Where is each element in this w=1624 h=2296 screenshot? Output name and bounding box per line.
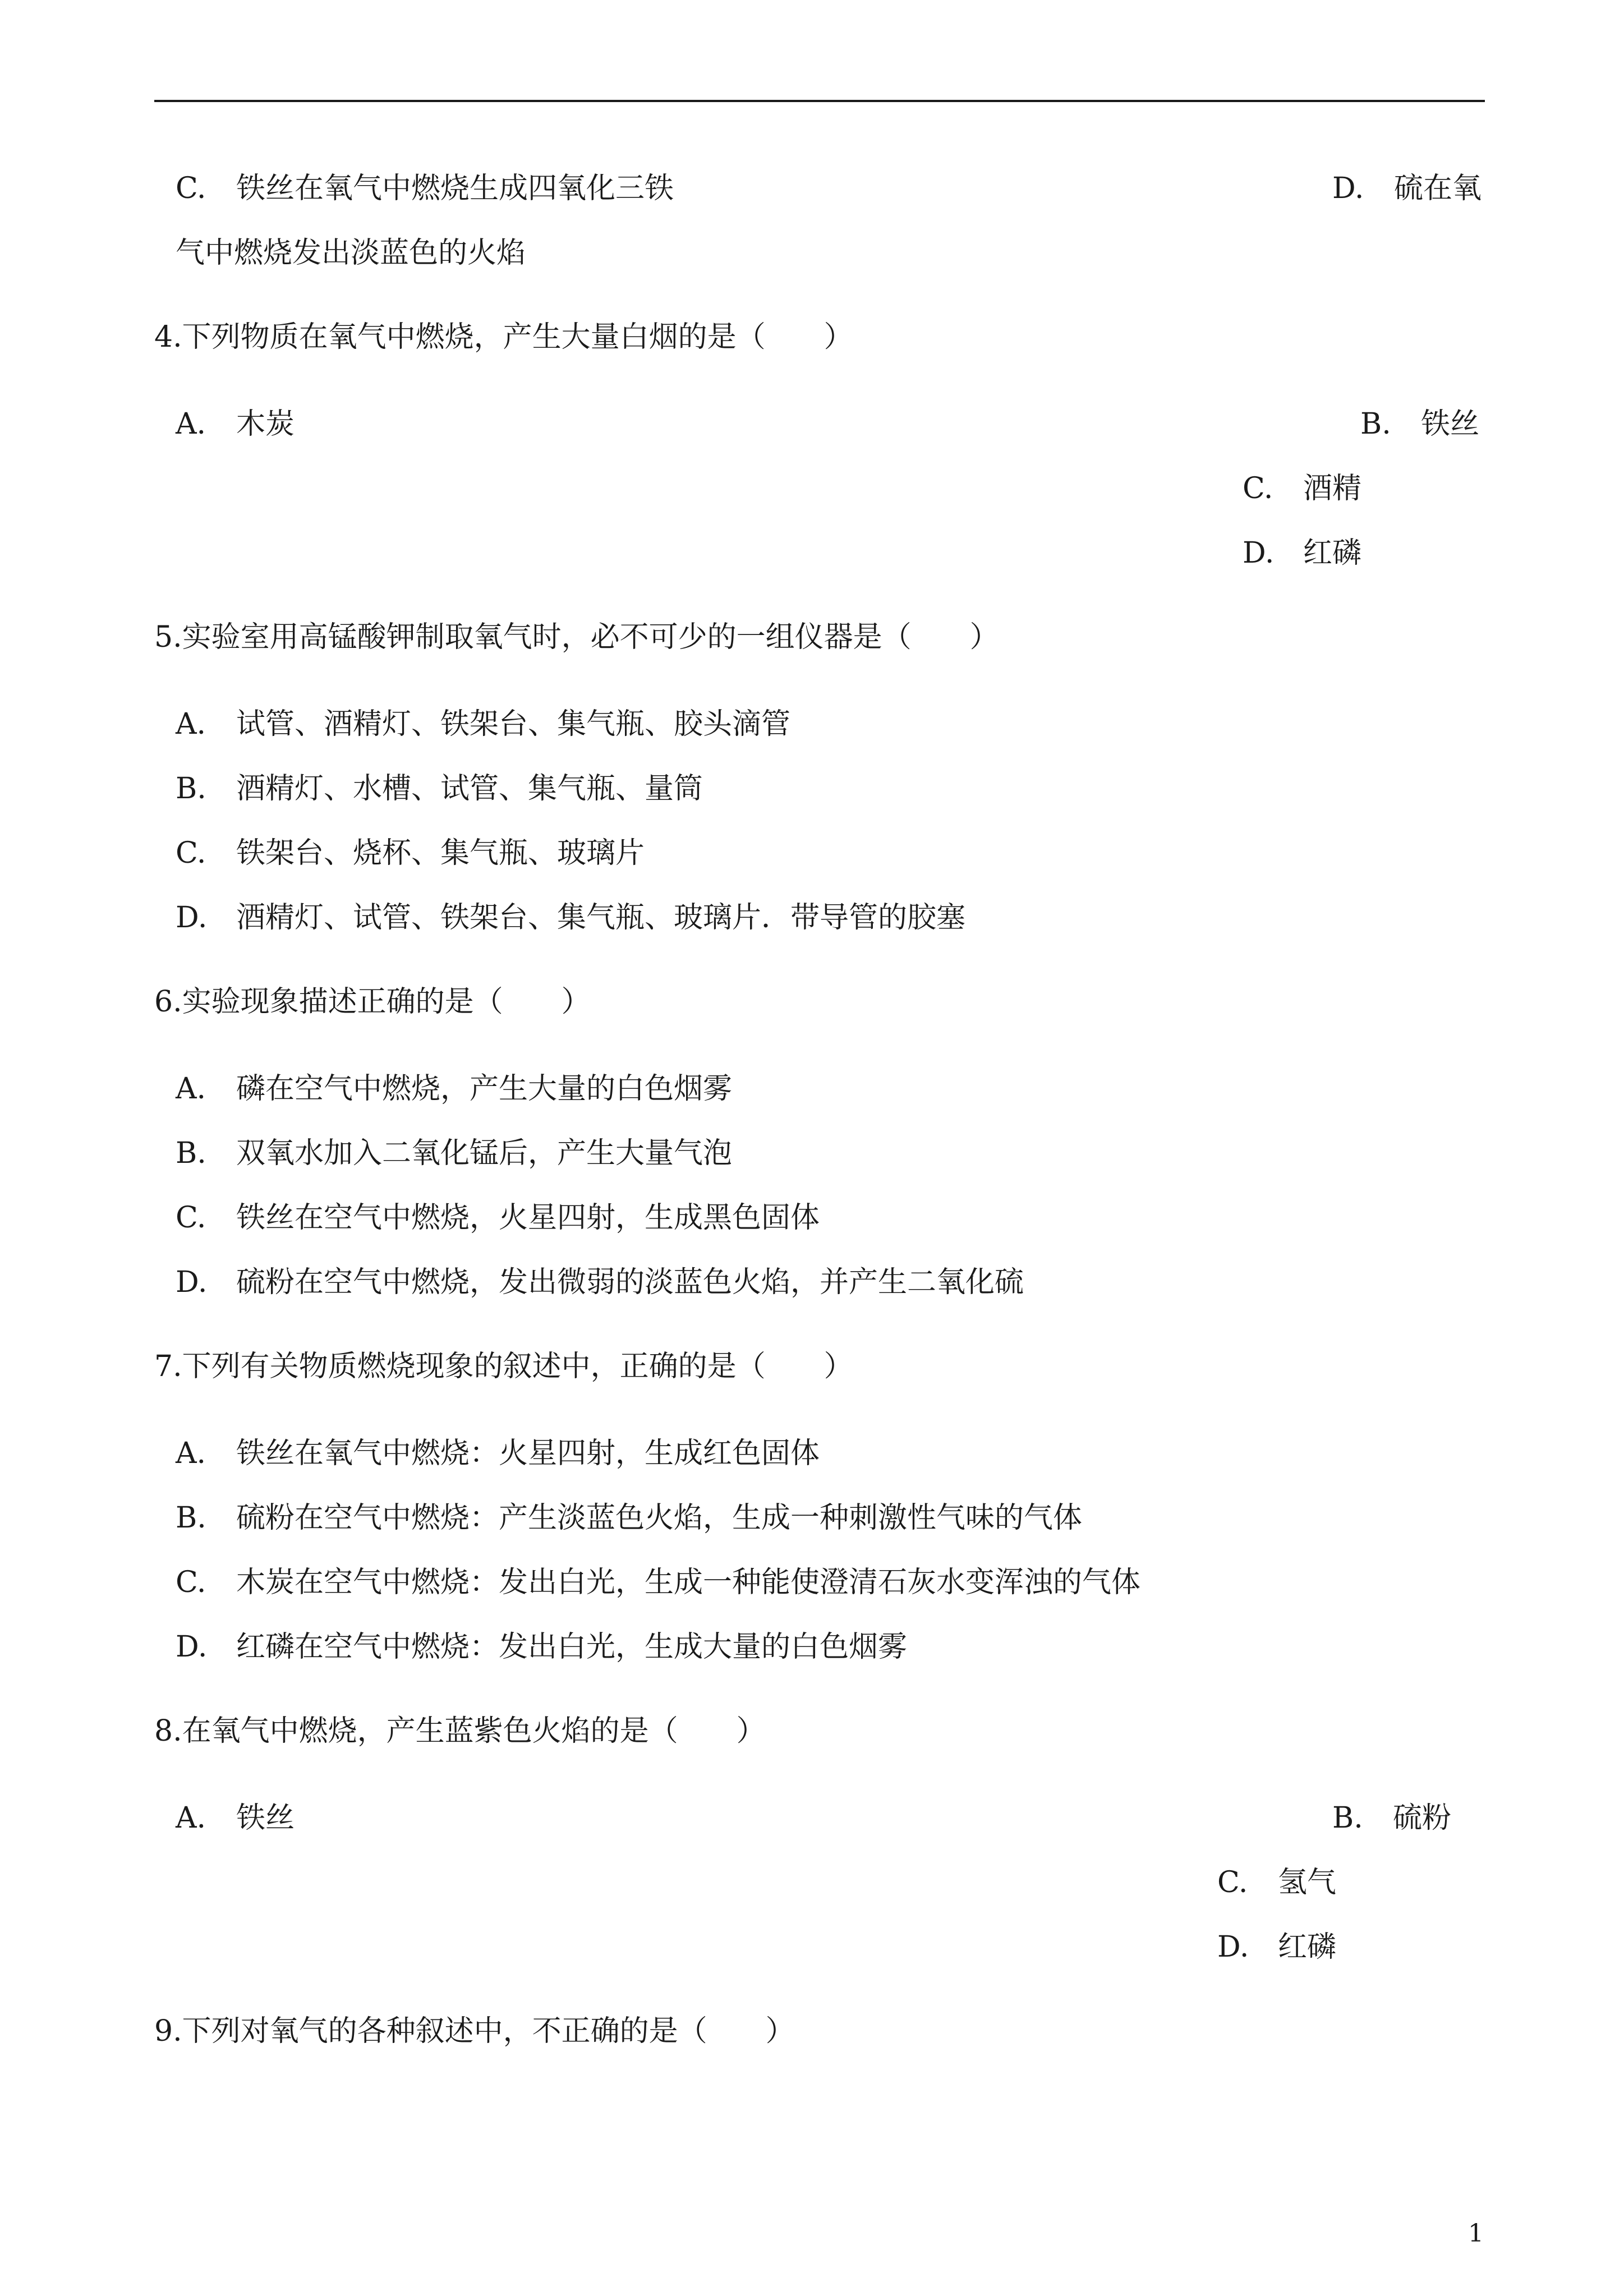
q6-option-c: C. 铁丝在空气中燃烧，火星四射，生成黑色固体 — [176, 1201, 820, 1235]
q7-option-b: B. 硫粉在空气中燃烧：产生淡蓝色火焰，生成一种刺激性气味的气体 — [176, 1501, 1083, 1535]
q4-option-c: C. 酒精 — [1243, 472, 1362, 505]
q6-option-d: D. 硫粉在空气中燃烧，发出微弱的淡蓝色火焰，并产生二氧化硫 — [176, 1266, 1024, 1299]
q5-option-b: B. 酒精灯、水槽、试管、集气瓶、量筒 — [176, 772, 703, 806]
q4-stem: 4.下列物质在氧气中燃烧，产生大量白烟的是（ ） — [154, 320, 853, 354]
q3-option-d: D. 硫在氧 — [1332, 172, 1482, 205]
q3-option-d-cont: 气中燃烧发出淡蓝色的火焰 — [176, 236, 526, 270]
q8-option-d: D. 红磷 — [1217, 1930, 1337, 1964]
q5-option-c: C. 铁架台、烧杯、集气瓶、玻璃片 — [176, 836, 645, 870]
page-number: 1 — [1468, 2219, 1484, 2248]
q6-option-b: B. 双氧水加入二氧化锰后，产生大量气泡 — [176, 1137, 733, 1170]
q4-option-d: D. 红磷 — [1243, 536, 1362, 570]
q9-stem: 9.下列对氧气的各种叙述中，不正确的是（ ） — [154, 2014, 795, 2048]
q6-option-a: A. 磷在空气中燃烧，产生大量的白色烟雾 — [176, 1072, 733, 1106]
q8-option-a: A. 铁丝 — [176, 1801, 295, 1835]
q6-stem: 6.实验现象描述正确的是（ ） — [154, 985, 591, 1019]
q7-option-c: C. 木炭在空气中燃烧：发出白光，生成一种能使澄清石灰水变浑浊的气体 — [176, 1566, 1141, 1599]
header-rule — [154, 100, 1485, 102]
q5-stem: 5.实验室用高锰酸钾制取氧气时，必不可少的一组仪器是（ ） — [154, 620, 999, 654]
q4-option-b: B. 铁丝 — [1360, 407, 1480, 441]
q7-option-d: D. 红磷在空气中燃烧：发出白光，生成大量的白色烟雾 — [176, 1630, 908, 1664]
q8-option-c: C. 氢气 — [1217, 1866, 1337, 1899]
q3-option-c: C. 铁丝在氧气中燃烧生成四氧化三铁 — [176, 172, 674, 205]
q5-option-a: A. 试管、酒精灯、铁架台、集气瓶、胶头滴管 — [176, 707, 791, 741]
q8-stem: 8.在氧气中燃烧，产生蓝紫色火焰的是（ ） — [154, 1714, 766, 1748]
q8-option-b: B. 硫粉 — [1332, 1801, 1452, 1835]
q7-option-a: A. 铁丝在氧气中燃烧：火星四射，生成红色固体 — [176, 1437, 820, 1470]
q5-option-d: D. 酒精灯、试管、铁架台、集气瓶、玻璃片．带导管的胶塞 — [176, 901, 966, 935]
q7-stem: 7.下列有关物质燃烧现象的叙述中，正确的是（ ） — [154, 1350, 853, 1383]
q4-option-a: A. 木炭 — [176, 407, 295, 441]
